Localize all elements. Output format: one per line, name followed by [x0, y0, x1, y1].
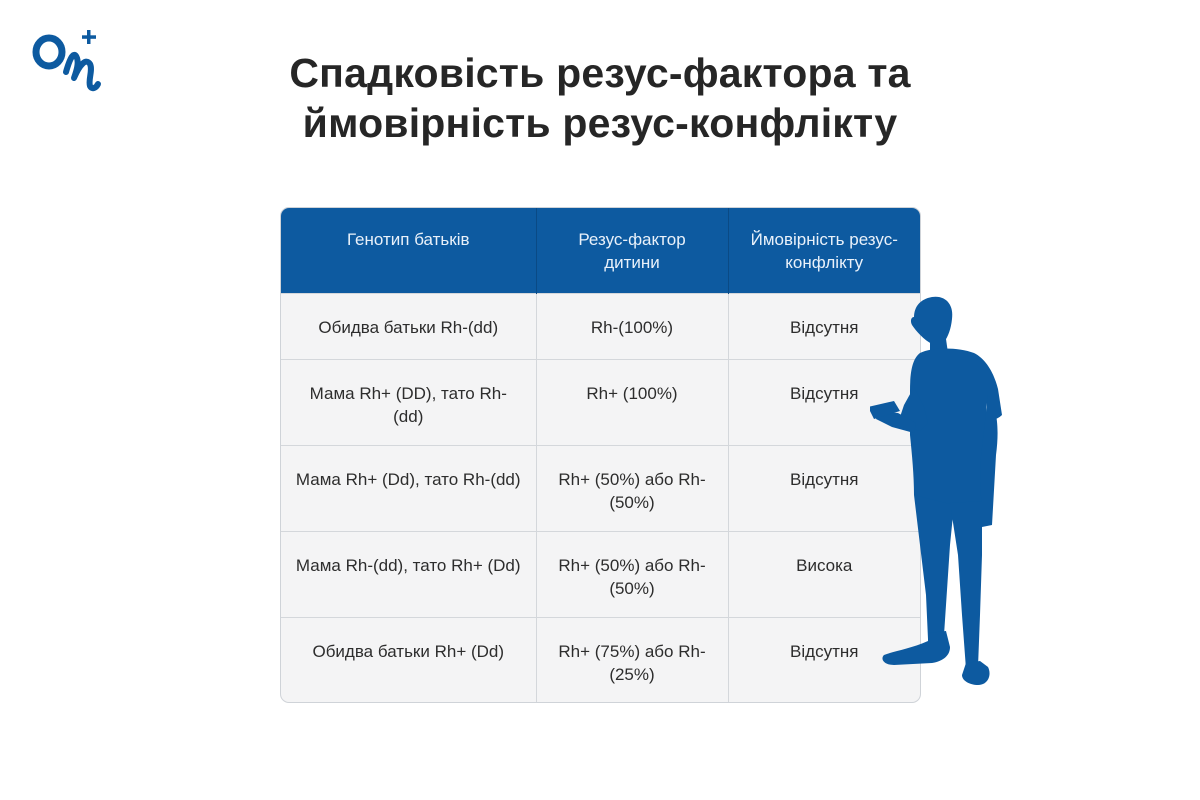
cell-child-rh: Rh+ (75%) або Rh-(25%): [536, 617, 728, 703]
title-line-1: Спадковість резус-фактора та: [289, 50, 911, 96]
cell-conflict: Відсутня: [728, 445, 920, 531]
rh-inheritance-table: [280, 207, 921, 703]
cell-child-rh: Rh-(100%): [536, 293, 728, 359]
cell-child-rh: Rh+ (50%) або Rh-(50%): [536, 531, 728, 617]
title-line-2: ймовірність резус-конфлікту: [302, 100, 898, 146]
cell-conflict: Відсутня: [728, 617, 920, 703]
table-row: [281, 293, 920, 359]
cell-genotype: Мама Rh-(dd), тато Rh+ (Dd): [281, 531, 536, 617]
header-child-rh-factor: Резус-фактор дитини: [536, 208, 728, 293]
table-header-row: [281, 208, 920, 293]
table: [281, 208, 920, 703]
cell-genotype: Мама Rh+ (Dd), тато Rh-(dd): [281, 445, 536, 531]
table-row: [281, 359, 920, 445]
table-row: [281, 445, 920, 531]
cell-genotype: Обидва батьки Rh+ (Dd): [281, 617, 536, 703]
cell-genotype: Обидва батьки Rh-(dd): [281, 293, 536, 359]
man-with-tablet-silhouette: [870, 295, 1010, 690]
cell-genotype: Мама Rh+ (DD), тато Rh-(dd): [281, 359, 536, 445]
cell-conflict: Відсутня: [728, 293, 920, 359]
cell-conflict: Висока: [728, 531, 920, 617]
cell-child-rh: Rh+ (50%) або Rh-(50%): [536, 445, 728, 531]
brand-logo: [30, 28, 104, 94]
header-parents-genotype: Генотип батьків: [281, 208, 536, 293]
header-conflict-probability: Ймовірність резус-конфлікту: [728, 208, 920, 293]
page-title: [150, 48, 1050, 148]
table-row: [281, 531, 920, 617]
table-row: [281, 617, 920, 703]
cell-conflict: Відсутня: [728, 359, 920, 445]
cell-child-rh: Rh+ (100%): [536, 359, 728, 445]
